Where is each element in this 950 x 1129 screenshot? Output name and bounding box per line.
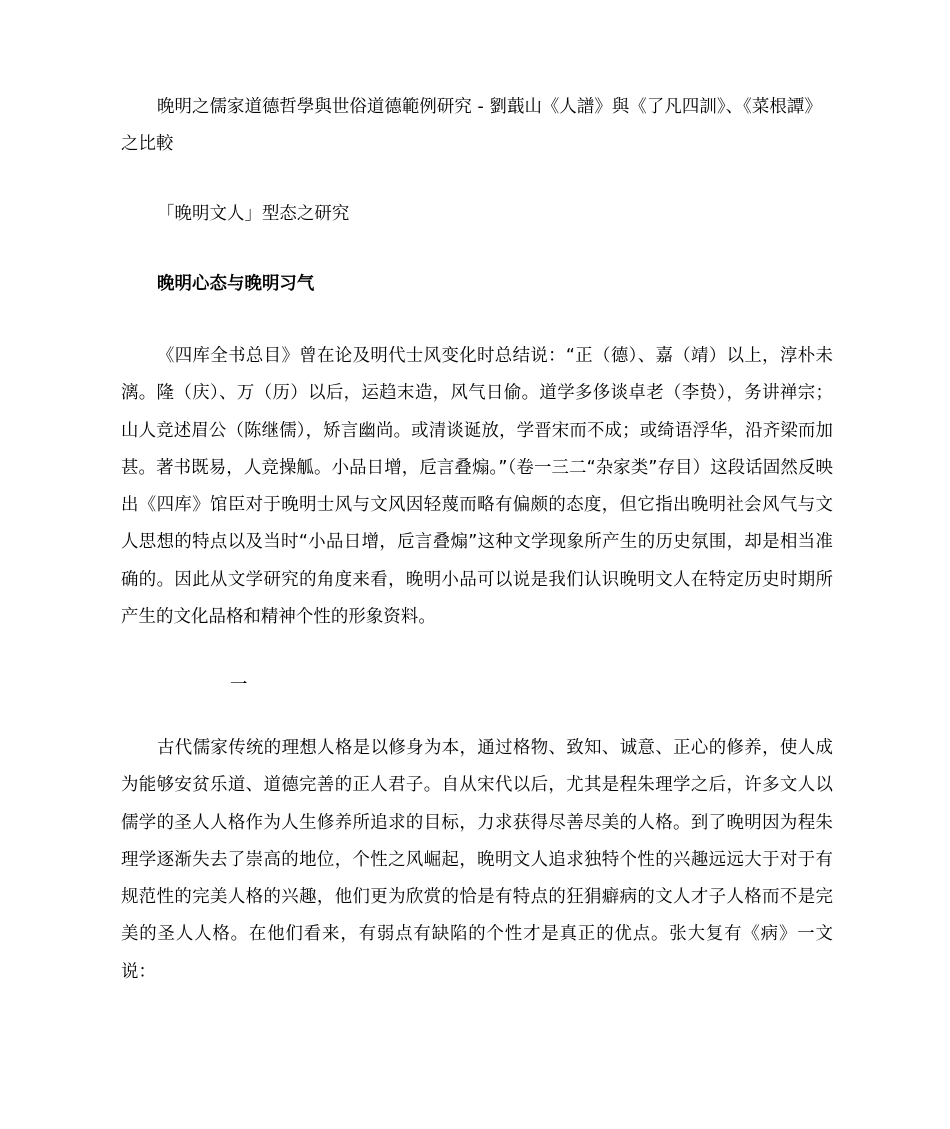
section-number: 一: [230, 675, 248, 695]
article-subtitle: 「晚明文人」型态之研究: [157, 204, 350, 224]
intro-paragraph: 《四库全书总目》曾在论及明代士风变化时总结说：“正（德）、嘉（靖）以上，淳朴未漓。隆（庆）、万（历）以后，运趋末造，风气日偷。道学多侈谈卓老（李贽），务讲禅宗；山人竞述眉公（陈继儒），矫言幽尚。或清谈诞放，学晋宋而不成；或绮语浮华，沿齐梁而加甚。著书既易，人竞操觚。小品日增，卮言叠煽。”（卷一三二“杂家类”存目）这段话固然反映出《四库》馆臣对于晚明士风与文风因轻蔑而略有偏颇的态度，但它指出晚明社会风气与文人思想的特点以及当时“小品日增，卮言叠煽”这种文学现象所产生的历史氛围，却是相当准确的。因此从文学研究的角度来看，晚明小品可以说是我们认识晚明文人在特定历史时期所产生的文化品格和精神个性的形象资料。: [121, 346, 833, 628]
article-heading: 晚明心态与晚明习气: [157, 274, 315, 294]
body-paragraph: 古代儒家传统的理想人格是以修身为本，通过格物、致知、诚意、正心的修养，使人成为能够安贫乐道、道德完善的正人君子。自从宋代以后，尤其是程朱理学之后，许多文人以儒学的圣人人格作为人生修养所追求的目标，力求获得尽善尽美的人格。到了晚明因为程朱理学逐渐失去了崇高的地位，个性之风崛起，晚明文人追求独特个性的兴趣远远大于对于有规范性的完美人格的兴趣，他们更为欣赏的恰是有特点的狂狷癖病的文人才子人格而不是完美的圣人人格。在他们看来，有弱点有缺陷的个性才是真正的优点。张大复有《病》一文说：: [121, 738, 833, 982]
related-article-title[interactable]: 晚明之儒家道德哲學與世俗道德範例研究 - 劉蕺山《人譜》與《了凡四訓》、《菜根譚》之比較: [121, 97, 822, 155]
